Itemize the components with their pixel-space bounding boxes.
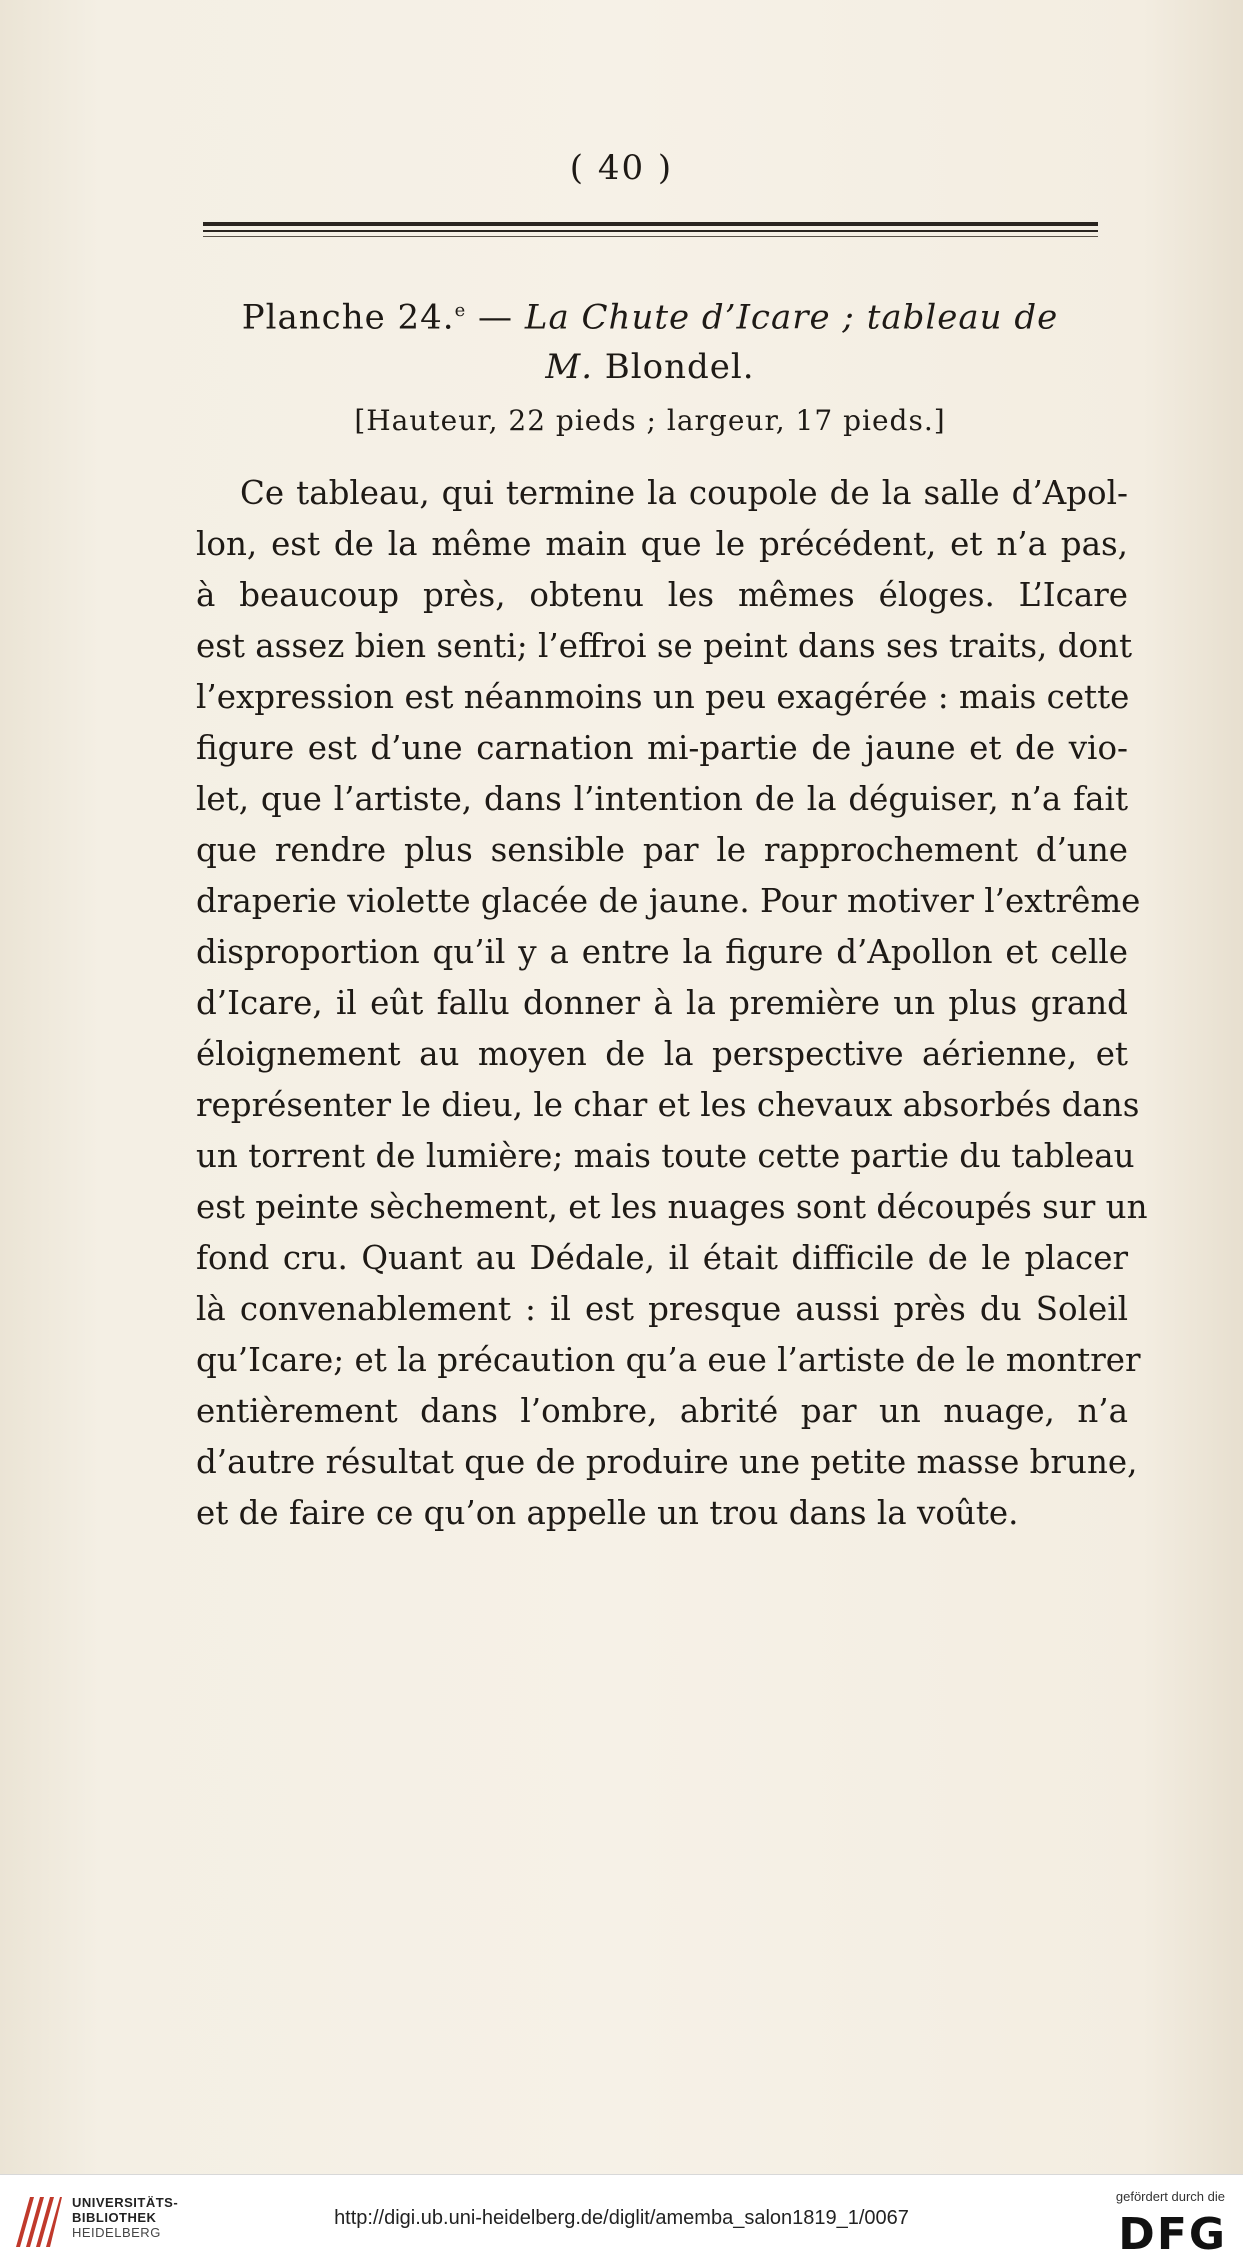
author-prefix: M. <box>545 347 593 388</box>
text-line: représenter le dieu, le char et les chevaux absorbés dans <box>196 1086 1140 1124</box>
text-line: qu’Icare; et la précaution qu’a eue l’artiste de le montrer <box>196 1341 1141 1379</box>
institution-line-1: UNIVERSITÄTS- <box>72 2195 179 2210</box>
text-line: figure est d’une carnation mi-partie de jaune et de vio- <box>196 729 1128 767</box>
plate-label: Planche 24. <box>241 297 455 338</box>
text-line: d’Icare, il eût fallu donner à la première un plus grand <box>196 984 1128 1022</box>
text-line: d’autre résultat que de produire une petite masse brune, <box>196 1443 1138 1481</box>
plate-label-superscript: e <box>454 300 467 321</box>
text-line: disproportion qu’il y a entre la figure d’Apollon et celle <box>196 933 1128 971</box>
dfg-logo: DFG <box>1118 2209 1227 2260</box>
text-line: est assez bien senti; l’effroi se peint dans ses traits, dont <box>196 627 1133 665</box>
text-line: fond cru. Quant au Dédale, il était difficile de le placer <box>196 1239 1128 1277</box>
plate-heading <box>200 286 1100 392</box>
painting-dimensions: [Hauteur, 22 pieds ; largeur, 17 pieds.] <box>354 404 946 437</box>
header-rule-thin <box>203 230 1098 232</box>
heading-dash: — <box>466 297 525 338</box>
text-line-last: et de faire ce qu’on appelle un trou dans la voûte. <box>196 1494 1019 1532</box>
text-line: entièrement dans l’ombre, abrité par un nuage, n’a <box>196 1392 1128 1430</box>
text-line: Ce tableau, qui termine la coupole de la salle d’Apol- <box>240 474 1128 512</box>
text-line: lon, est de la même main que le précédent, et n’a pas, <box>196 525 1128 563</box>
text-line: éloignement au moyen de la perspective aérienne, et <box>196 1035 1128 1073</box>
digitization-footer <box>0 2174 1243 2265</box>
header-rule-thick <box>203 222 1098 226</box>
institution-line-2: BIBLIOTHEK <box>72 2210 157 2225</box>
text-line: l’expression est néanmoins un peu exagérée : mais cette <box>196 678 1130 716</box>
text-line: à beaucoup près, obtenu les mêmes éloges. L’Icare <box>196 576 1128 614</box>
header-rule-hairline <box>203 236 1098 237</box>
institution-line-3: HEIDELBERG <box>72 2225 161 2240</box>
author-name: Blondel. <box>593 347 755 388</box>
text-line: là convenablement : il est presque aussi près du Soleil <box>196 1290 1128 1328</box>
text-line: un torrent de lumière; mais toute cette partie du tableau <box>196 1137 1135 1175</box>
page-number: ( 40 ) <box>569 148 674 188</box>
text-line: let, que l’artiste, dans l’intention de la déguiser, n’a fait <box>196 780 1128 818</box>
funded-by-label: gefördert durch die <box>1115 2189 1225 2204</box>
text-line: est peinte sèchement, et les nuages sont découpés sur un <box>196 1188 1148 1226</box>
text-line: draperie violette glacée de jaune. Pour motiver l’extrême <box>196 882 1141 920</box>
text-line: que rendre plus sensible par le rapprochement d’une <box>196 831 1128 869</box>
painting-title: La Chute d’Icare ; tableau de <box>524 297 1059 338</box>
permalink-url[interactable]: http://digi.ub.uni-heidelberg.de/diglit/amemba_salon1819_1/0067 <box>334 2207 909 2229</box>
body-paragraph <box>196 468 1148 1539</box>
